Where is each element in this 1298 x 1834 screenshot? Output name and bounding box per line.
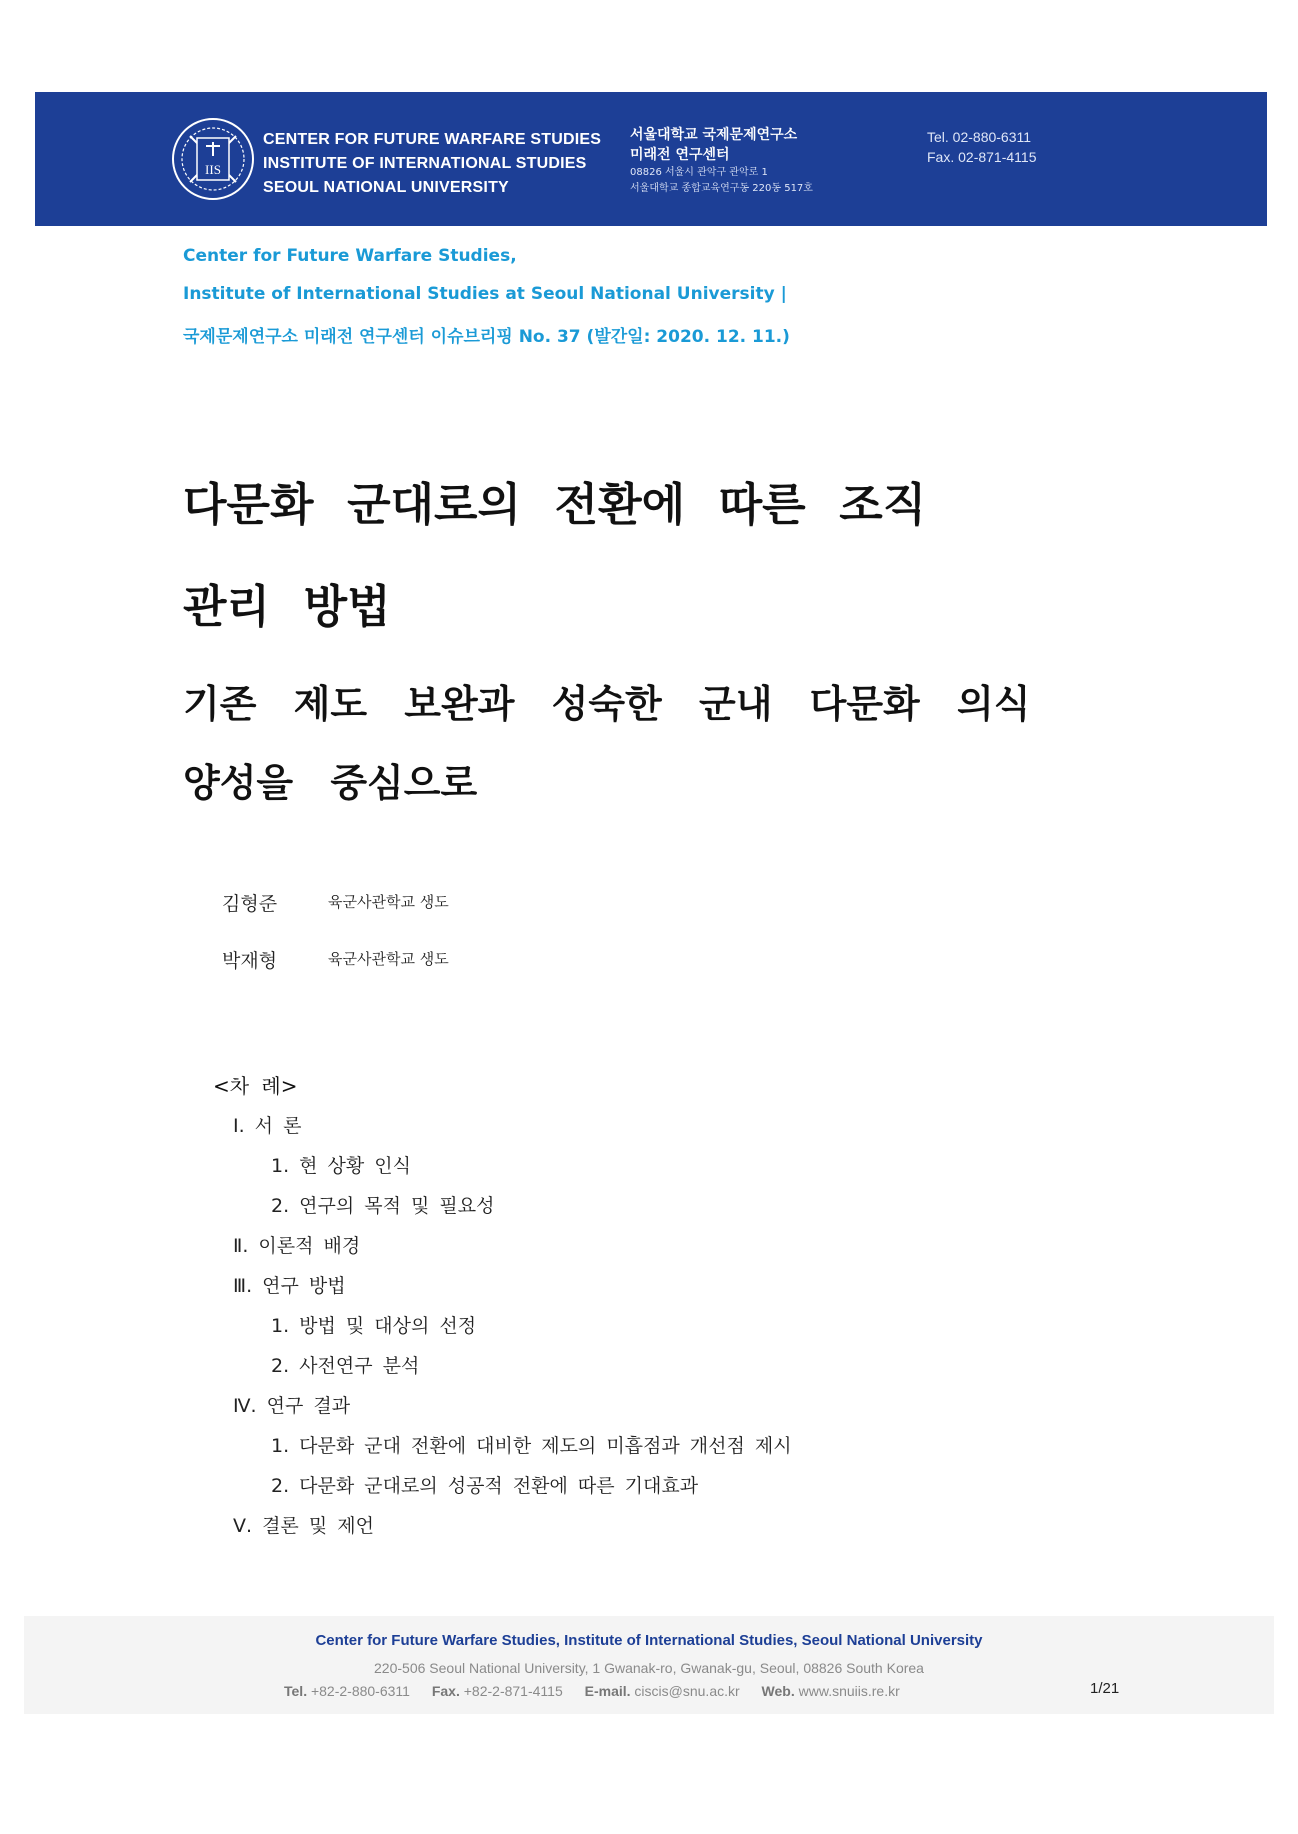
toc-item: Ⅳ. 연구 결과 <box>233 1395 351 1417</box>
toc-item: 1. 방법 및 대상의 선정 <box>271 1315 477 1337</box>
eng-line: INSTITUTE OF INTERNATIONAL STUDIES <box>263 155 587 172</box>
kor-address: 서울대학교 종합교육연구동 220동 517호 <box>630 183 813 194</box>
footer-web-label: Web. <box>761 1683 795 1699</box>
page-footer <box>24 1616 1274 1714</box>
citation-line: 국제문제연구소 미래전 연구센터 이슈브리핑 No. 37 (발간일: 2020. 12. 11.) <box>183 327 790 347</box>
institution-name-english <box>263 128 601 200</box>
footer-web-link[interactable]: www.snuiis.re.kr <box>798 1683 900 1699</box>
header-contact <box>927 127 1036 167</box>
toc-item: Ⅴ. 결론 및 제언 <box>233 1515 374 1537</box>
snu-iis-logo-icon <box>170 116 256 202</box>
footer-email-label: E-mail. <box>584 1683 631 1699</box>
kor-address: 08826 서울시 관악구 관악로 1 <box>630 167 768 178</box>
toc-heading: <차 례> <box>213 1074 298 1098</box>
eng-line: SEOUL NATIONAL UNIVERSITY <box>263 179 509 196</box>
footer-address: 220-506 Seoul National University, 1 Gwanak-ro, Gwanak-gu, Seoul, 08826 South Korea <box>374 1660 924 1676</box>
header-fax: Fax. 02-871-4115 <box>927 149 1037 165</box>
author-name: 박재형 <box>222 950 278 972</box>
citation-line: Institute of International Studies at Seoul National University | <box>183 284 787 304</box>
svg-text:IIS: IIS <box>205 162 221 177</box>
toc-item: 2. 사전연구 분석 <box>271 1355 420 1377</box>
document-subtitle: 양성을 중심으로 <box>183 761 478 805</box>
footer-contact <box>284 1683 900 1699</box>
toc-item: 1. 다문화 군대 전환에 대비한 제도의 미흡점과 개선점 제시 <box>271 1435 792 1457</box>
footer-tel-label: Tel. <box>284 1683 308 1699</box>
author-name: 김형준 <box>222 893 278 915</box>
toc-item: 1. 현 상황 인식 <box>271 1155 412 1177</box>
footer-institution: Center for Future Warfare Studies, Institute of International Studies, Seoul National University <box>315 1632 983 1649</box>
header-tel: Tel. 02-880-6311 <box>927 129 1032 145</box>
footer-fax: +82-2-871-4115 <box>463 1683 563 1699</box>
kor-line: 미래전 연구센터 <box>630 147 730 163</box>
document-subtitle: 기존 제도 보완과 성숙한 군내 다문화 의식 <box>183 682 1031 726</box>
author-affiliation: 육군사관학교 생도 <box>328 950 449 968</box>
toc-item: 2. 다문화 군대로의 성공적 전환에 따른 기대효과 <box>271 1475 699 1497</box>
toc-item: Ⅱ. 이론적 배경 <box>233 1235 361 1257</box>
document-title: 관리 방법 <box>183 580 391 633</box>
eng-line: CENTER FOR FUTURE WARFARE STUDIES <box>263 131 602 148</box>
institution-name-korean <box>630 125 813 197</box>
header-banner <box>35 92 1267 226</box>
author-affiliation: 육군사관학교 생도 <box>328 893 449 911</box>
footer-email-link[interactable]: ciscis@snu.ac.kr <box>634 1683 740 1699</box>
toc-item: Ⅰ. 서 론 <box>233 1115 302 1137</box>
toc-item: 2. 연구의 목적 및 필요성 <box>271 1195 495 1217</box>
document-title: 다문화 군대로의 전환에 따른 조직 <box>183 478 927 531</box>
kor-line: 서울대학교 국제문제연구소 <box>630 127 798 143</box>
page-number: 1/21 <box>1090 1680 1120 1697</box>
toc-item: Ⅲ. 연구 방법 <box>233 1275 346 1297</box>
footer-fax-label: Fax. <box>431 1683 460 1699</box>
footer-tel: +82-2-880-6311 <box>310 1683 410 1699</box>
citation-line: Center for Future Warfare Studies, <box>183 246 517 266</box>
